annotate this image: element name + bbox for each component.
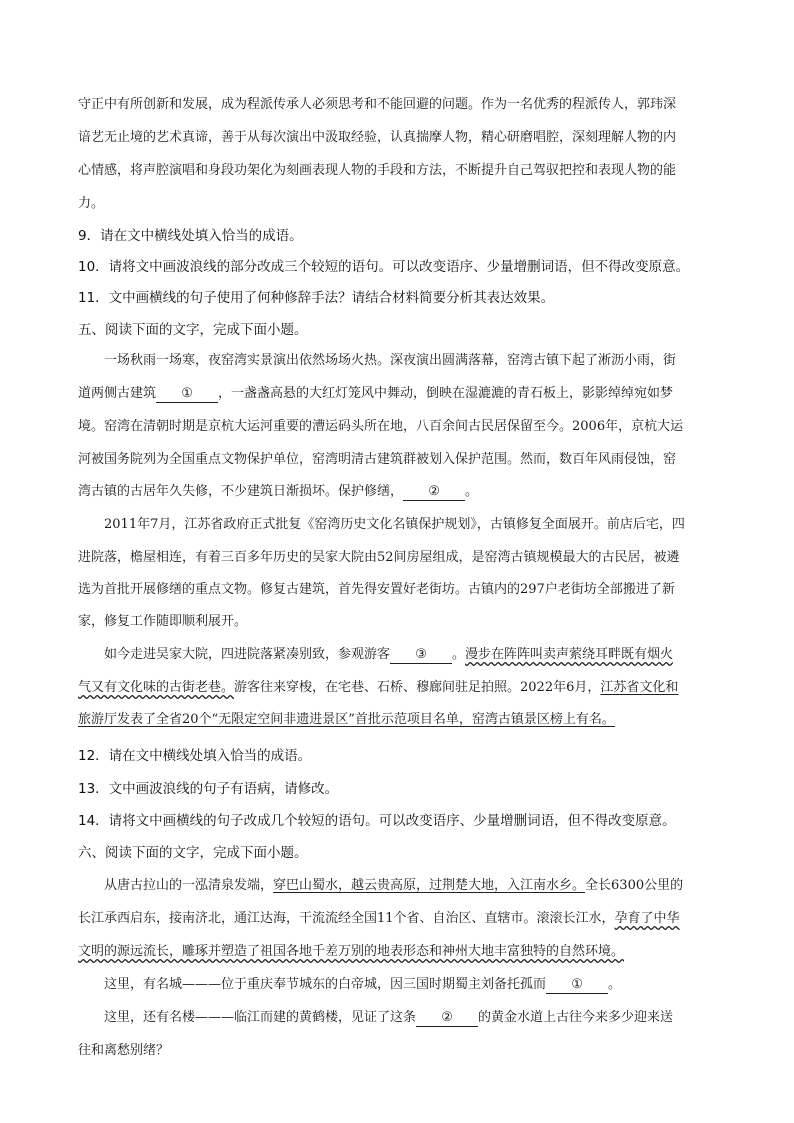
wavy-underlined-text: 孕育了中华 [614, 911, 680, 926]
passage-line [78, 384, 673, 404]
wavy-underlined-text: 文明的源远流长，雕琢并塑造了祖国各地千差万别的地表形态和神州大地丰富独特的自然环境。 [78, 944, 625, 959]
text-segment: 。 [452, 647, 466, 662]
passage-line: 心情感，将声腔演唱和身段功架化为刻画表现人物的手段和方法，不断提升自己驾驭把控和表现人物的能 [78, 163, 677, 178]
text-segment: 长江承西启东，接南济北，通江达海，干流流经全国11个省、自治区、直辖市。滚滚长江水， [78, 911, 615, 926]
text-segment: 。 [608, 977, 622, 992]
passage-line [104, 975, 621, 995]
passage-line: 进院落，檐屋相连，有着三百多年历史的吴家大院由52间房屋组成，是窑湾古镇规模最大的古民居，被遴 [78, 550, 680, 565]
wavy-underlined-text: 漫步在阵阵叫卖声萦绕耳畔既有烟火 [465, 647, 674, 662]
underlined-text: 穿巴山蜀水，越云贵高原，过荆楚大地，入江南水乡。 [273, 878, 586, 893]
text-segment: 从唐古拉山的一泓清泉发端， [104, 878, 274, 893]
text-segment: 全长6300公里的 [585, 878, 684, 893]
blank-1: ① [156, 386, 218, 403]
passage-line: 守正中有所创新和发展，成为程派传承人必须思考和不能回避的问题。作为一名优秀的程派传人，郭玮深 [78, 97, 677, 112]
passage-line [78, 909, 680, 929]
passage-line [78, 482, 478, 502]
passage-line: 谙艺无止境的艺术真谛，善于从每次演出中汲取经验，认真揣摩人物，精心研磨唱腔，深刻理解人物的内 [78, 130, 677, 145]
passage-line: 选为首批开展修缮的重点文物。修复古建筑，首先得安置好老街坊。古镇内的297户老街坊全部搬进了新 [78, 582, 675, 597]
text-segment: 游客往来穿梭，在宅巷、石桥、穆廊间驻足拍照。2022年6月， [234, 680, 601, 695]
text-segment: 这里，有名城———位于重庆奉节城东的白帝城，因三国时期蜀主刘备托孤而 [104, 977, 547, 992]
wavy-underlined-text: 气又有文化味的古街老巷。 [78, 680, 235, 695]
question-9: 9．请在文中横线处填入恰当的成语。 [78, 228, 303, 244]
underlined-text: 旅游厅发表了全省20个“无限定空间非遗进景区”首批示范项目名单，窑湾古镇景区榜上有名。 [78, 712, 615, 727]
passage-line: 力。 [78, 196, 105, 211]
question-13: 13．文中画波浪线的句子有语病，请修改。 [78, 781, 339, 797]
blank-2: ② [416, 1010, 478, 1027]
passage-line: 2011年7月，江苏省政府正式批复《窑湾历史文化名镇保护规划》，古镇修复全面展开。前店后宅，四 [104, 517, 685, 532]
question-11: 11．文中画横线的句子使用了何种修辞手法？请结合材料简要分析其表达效果。 [78, 290, 555, 306]
question-14: 14．请将文中画横线的句子改成几个较短的语句。可以改变语序、少量增删词语，但不得改变原意。 [78, 813, 676, 829]
question-10: 10．请将文中画波浪线的部分改成三个较短的语句。可以改变语序、少量增删词语，但不得改变原意。 [78, 259, 690, 275]
passage-line [104, 876, 683, 896]
passage-line: 境。窑湾在清朝时期是京杭大运河重要的漕运码头所在地，八百余间古民居保留至今。2006年，京杭大运 [78, 419, 684, 434]
passage-line [104, 1008, 673, 1028]
text-segment: 。 [465, 484, 479, 499]
passage-line: 河被国务院列为全国重点文物保护单位，窑湾明清古建筑群被划入保护范围。然而，数百年风雨侵蚀，窑 [78, 452, 677, 467]
section-5-heading: 五、阅读下面的文字，完成下面小题。 [78, 322, 308, 338]
passage-line [104, 645, 673, 665]
text-segment: 道两侧古建筑 [78, 386, 157, 401]
text-segment: 这里，还有名楼———临江而建的黄鹤楼，见证了这条 [104, 1010, 417, 1025]
passage-line [78, 678, 678, 698]
blank-3: ③ [390, 647, 452, 664]
passage-line: 往和离愁别绪？ [78, 1043, 170, 1058]
text-segment: 湾古镇的古居年久失修，不少建筑日渐损坏。保护修缮， [78, 484, 404, 499]
passage-line: 一场秋雨一场寒，夜窑湾实景演出依然场场火热。深夜演出圆满落幕，窑湾古镇下起了淅沥小雨，街 [104, 353, 677, 368]
text-segment: ，一盏盏高悬的大红灯笼风中舞动，倒映在湿漉漉的青石板上，影影绰绰宛如梦 [218, 386, 674, 401]
question-12: 12．请在文中横线处填入恰当的成语。 [78, 748, 312, 764]
text-segment: 的黄金水道上古往今来多少迎来送 [478, 1010, 674, 1025]
text-segment: 如今走进吴家大院，四进院落紧凑别致，参观游客 [104, 647, 391, 662]
blank-1: ① [546, 977, 608, 994]
blank-2: ② [403, 484, 465, 501]
passage-line: 家，修复工作随即顺利展开。 [78, 614, 248, 629]
section-6-heading: 六、阅读下面的文字，完成下面小题。 [78, 845, 308, 861]
underlined-text: 江苏省文化和 [600, 680, 679, 695]
